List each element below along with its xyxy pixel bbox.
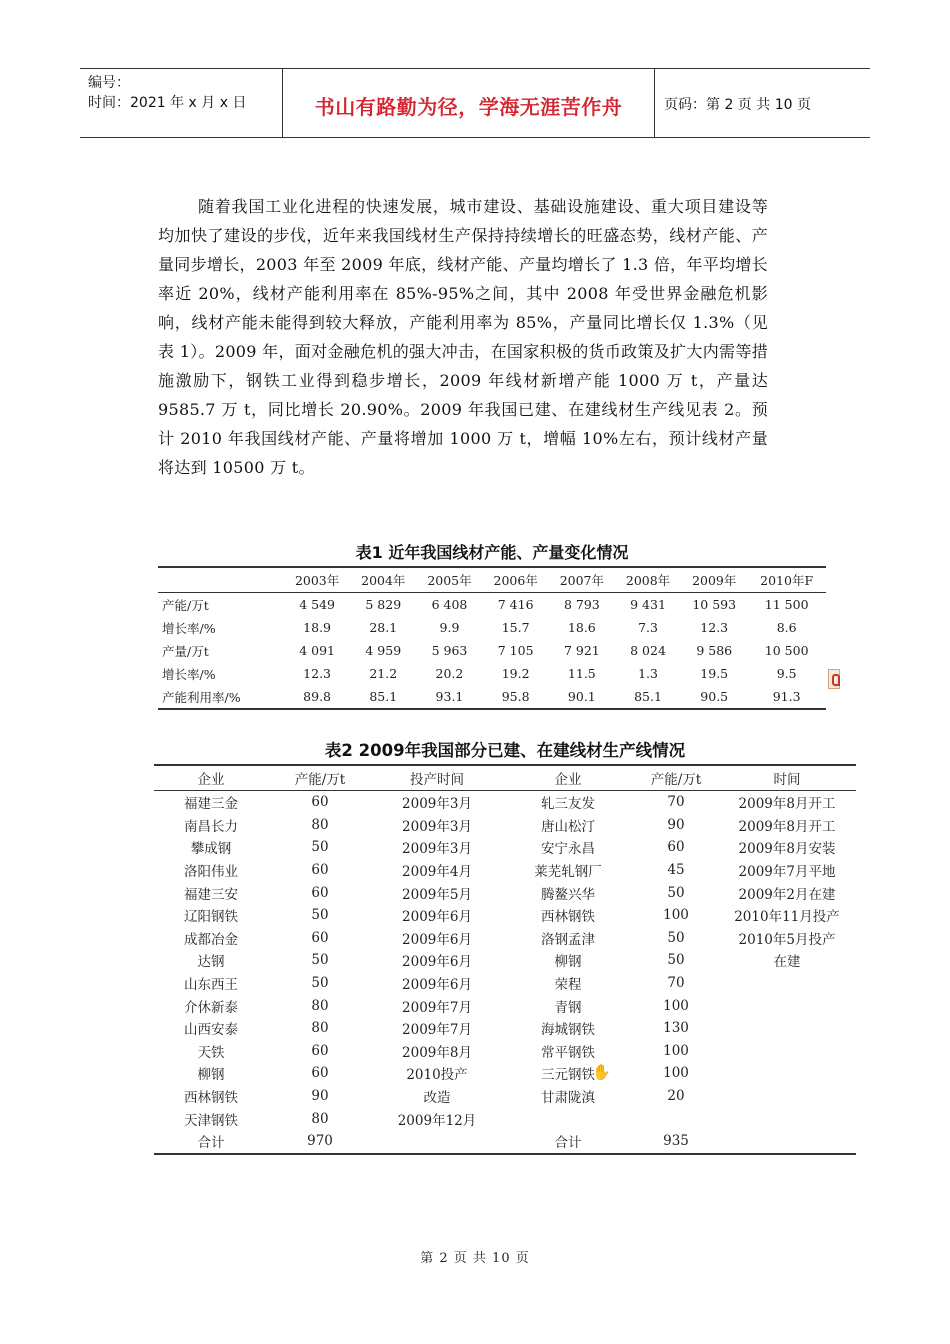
table1-cell: 8 024 — [630, 643, 666, 658]
table1-cell: 7 921 — [563, 643, 600, 658]
table2-cell — [718, 1062, 856, 1085]
table1-cell: 21.2 — [369, 666, 398, 681]
table1-cell: 9 431 — [630, 597, 666, 612]
header-page-label: 页码：第 2 页 共 10 页 — [664, 97, 811, 113]
table2-column-header: 投产时间 — [372, 765, 502, 791]
table2-row — [154, 1040, 856, 1063]
table1-row — [158, 593, 826, 617]
table1 — [158, 566, 826, 710]
table2-cell: 20 — [667, 1088, 685, 1105]
table1-row-label: 增长率/% — [162, 666, 216, 682]
table2-cell: 2009年3月 — [402, 796, 472, 813]
table2-cell: 常平钢铁 — [541, 1044, 595, 1061]
table2-cell: 2009年5月 — [402, 886, 472, 903]
table1-cell: 85.1 — [615, 685, 681, 709]
table2-cell: 天铁 — [197, 1044, 225, 1061]
table2-cell: 50 — [311, 975, 329, 992]
table2-cell: 改造 — [423, 1090, 451, 1107]
table2-row — [154, 904, 856, 927]
table1-cell: 1.3 — [638, 666, 658, 681]
table2-total-cell: 合计 — [154, 1130, 268, 1154]
table2-cell: 山西安泰 — [184, 1022, 238, 1039]
table1-year-header: 2007年 — [549, 567, 615, 593]
table2-total-cell: 合计 — [502, 1130, 634, 1154]
table2-cell: 2009年6月 — [402, 931, 472, 948]
table2-row — [154, 1107, 856, 1130]
table1-cell: 12.3 — [700, 620, 729, 635]
table2-cell — [718, 1085, 856, 1108]
table2-cell: 60 — [311, 1042, 329, 1059]
table2-cell: 80 — [311, 1020, 329, 1037]
table2-cell — [718, 1017, 856, 1040]
body-paragraph: 随着我国工业化进程的快速发展，城市建设、基础设施建设、重大项目建设等均加快了建设的步伐，近年来我国线材生产保持持续增长的旺盛态势，线材产能、产量同步增长，2003 年至 2009 年底，线材产能、产量均增长了 1.3 倍，年平均增长率近 20%，线材产能利用率在 85%-95%之间，其中 2008 年受世界金融危机影响，线材产能未能得到较大释放，产能利用率为 85%，产量同比增长仅 1.3%（见表 1）。2009 年，面对金融危机的强大冲击，在国家积极的货币政策及扩大内需等措施激励下，钢铁工业得到稳步增长，2009 年线材新增产能 1000 万 t，产量达 9585.7 万 t，同比增长 20.90%。2009 年我国已建、在建线材生产线见表 2。预计 2010 年我国线材产能、产量将增加 1000 万 t，增幅 10%左右，预计线材产量将达到 10500 万 t。 — [158, 197, 768, 477]
table2-cell: 60 — [311, 884, 329, 901]
table1-cell: 4 959 — [365, 643, 402, 658]
table1-year-header: 2010年F — [747, 567, 826, 593]
table1-cell: 18.9 — [303, 620, 332, 635]
table2-cell: 2010年5月投产 — [738, 931, 836, 948]
table2-cell: 80 — [311, 1110, 329, 1127]
table1-cell: 7 105 — [497, 643, 534, 658]
table2-column-header: 企业 — [502, 765, 634, 791]
table1-cell: 90.1 — [549, 685, 615, 709]
table1-row-label: 产量/万t — [162, 643, 209, 659]
table2-cell: 130 — [663, 1020, 689, 1037]
table2-caption: 表2 2009年我国部分已建、在建线材生产线情况 — [324, 741, 686, 760]
table2-cell: 60 — [311, 862, 329, 879]
table2-column-header: 企业 — [154, 765, 268, 791]
table2-cell: 2009年6月 — [402, 954, 472, 971]
table1-cell: 85.1 — [350, 685, 416, 709]
document-number-label: 编号： — [88, 75, 130, 91]
table2-cell: 90 — [667, 816, 685, 833]
table2-cell: 在建 — [773, 954, 801, 971]
table2-cell: 2009年2月在建 — [738, 886, 836, 903]
table2-cell: 2009年3月 — [402, 818, 472, 835]
table2-cell — [718, 972, 856, 995]
table2-cell: 莱芜轧钢厂 — [534, 864, 602, 881]
table2-row — [154, 1017, 856, 1040]
table2-cell: 2010投产 — [406, 1067, 468, 1084]
table2-cell: 45 — [667, 862, 685, 879]
page-header — [80, 68, 870, 138]
table2-cell: 2009年8月开工 — [738, 796, 836, 813]
table2-cell: 福建三金 — [184, 796, 238, 813]
table2-cell: 唐山松汀 — [541, 818, 595, 835]
table2-cell: 50 — [311, 907, 329, 924]
table2-cell — [502, 1107, 634, 1130]
table1-cell: 95.8 — [483, 685, 549, 709]
table2-cell: 柳钢 — [554, 954, 582, 971]
header-motto: 书山有路勤为径，学海无涯苦作舟 — [314, 95, 623, 119]
table2-cell: 2009年4月 — [402, 864, 472, 881]
table2-cell: 荣程 — [554, 977, 582, 994]
table2 — [154, 764, 856, 1155]
table1-row — [158, 639, 826, 662]
table1-cell: 9 586 — [696, 643, 733, 658]
table2-row — [154, 881, 856, 904]
table2-cell: 2009年8月开工 — [738, 818, 836, 835]
table2-cell: 50 — [667, 952, 685, 969]
table2-cell: 90 — [311, 1088, 329, 1105]
table1-cell: 6 408 — [431, 597, 468, 612]
table1-year-header: 2003年 — [284, 567, 350, 593]
table1-cell: 10 593 — [692, 597, 737, 612]
table2-cell: 海城钢铁 — [541, 1022, 595, 1039]
table2-cell: 100 — [663, 1042, 689, 1059]
table2-cell: 山东西王 — [184, 977, 238, 994]
table1-cell: 11 500 — [764, 597, 809, 612]
table2-cell: 攀成钢 — [190, 841, 232, 858]
table1-row-label: 产能/万t — [162, 597, 209, 613]
table1-year-header: 2009年 — [681, 567, 747, 593]
table2-cell: 50 — [667, 929, 685, 946]
table1-row-label: 产能利用率/% — [158, 685, 284, 709]
table1-cell: 5 963 — [431, 643, 468, 658]
table2-row — [154, 927, 856, 950]
table2-cell: 2009年8月 — [402, 1044, 472, 1061]
table2-cell — [634, 1107, 718, 1130]
table2-cell: 100 — [663, 1065, 689, 1082]
table2-cell: 2010年11月投产 — [734, 909, 840, 926]
table1-cell: 18.6 — [567, 620, 596, 635]
table2-cell: 介休新泰 — [184, 999, 238, 1016]
table1-row — [158, 616, 826, 639]
table2-cell: 洛钢孟津 — [541, 931, 595, 948]
table2-cell: 100 — [663, 907, 689, 924]
table2-total-row — [154, 1130, 856, 1154]
table1-row — [158, 662, 826, 685]
document-time-label: 时间：2021 年 x 月 x 日 — [88, 95, 247, 111]
table2-cell: 洛阳伟业 — [184, 864, 238, 881]
table2-cell: 70 — [667, 794, 685, 811]
table2-cell — [718, 1040, 856, 1063]
table1-year-header: 2004年 — [350, 567, 416, 593]
table2-cell: 安宁永昌 — [541, 841, 595, 858]
table2-row — [154, 1085, 856, 1108]
table2-row — [154, 1062, 856, 1085]
table2-cell: 2009年7月平地 — [738, 864, 836, 881]
table2-total-cell: 970 — [268, 1130, 372, 1154]
page-footer: 第 2 页 共 10 页 — [420, 1251, 530, 1266]
table2-cell: 福建三安 — [184, 886, 238, 903]
table1-year-header: 2005年 — [416, 567, 482, 593]
table2-cell: 2009年6月 — [402, 977, 472, 994]
table1-cell: 9.5 — [776, 666, 797, 681]
table1-header-row — [158, 567, 826, 593]
header-meta — [88, 73, 246, 113]
table1-header-corner — [158, 567, 284, 593]
table2-cell: 80 — [311, 997, 329, 1014]
table2-row — [154, 836, 856, 859]
table1-row — [158, 685, 826, 709]
table2-cell: 成都冶金 — [184, 931, 238, 948]
table2-row — [154, 791, 856, 814]
table2-total-cell — [718, 1130, 856, 1154]
table2-row — [154, 814, 856, 837]
flag-mark-icon — [828, 669, 840, 689]
table1-cell: 5 829 — [365, 597, 402, 612]
table1-cell: 4 091 — [299, 643, 335, 658]
table2-cell: 三元钢铁 — [541, 1067, 595, 1084]
table1-cell: 89.8 — [284, 685, 350, 709]
table1-cell: 90.5 — [681, 685, 747, 709]
table1-year-header: 2008年 — [615, 567, 681, 593]
table1-cell: 20.2 — [435, 666, 464, 681]
table2-cell: 2009年7月 — [402, 999, 472, 1016]
table1-cell: 8.6 — [776, 620, 797, 635]
table2-cell: 60 — [667, 839, 685, 856]
table1-cell: 91.3 — [747, 685, 826, 709]
header-divider — [654, 69, 655, 137]
table2-cell: 西林钢铁 — [184, 1090, 238, 1107]
table2-cell: 50 — [667, 884, 685, 901]
table2-cell: 甘肃陇滇 — [541, 1090, 595, 1107]
table2-cell: 辽阳钢铁 — [184, 909, 238, 926]
table1-cell: 7.3 — [638, 620, 658, 635]
table2-cell: 50 — [311, 952, 329, 969]
table2-cell: 2009年3月 — [402, 841, 472, 858]
table2-cell: 青钢 — [554, 999, 582, 1016]
table1-cell: 9.9 — [439, 620, 460, 635]
table1-cell: 8 793 — [563, 597, 600, 612]
table2-column-header: 产能/万t — [268, 765, 372, 791]
table2-cell: 80 — [311, 816, 329, 833]
table2-cell: 2009年6月 — [402, 909, 472, 926]
table2-row — [154, 972, 856, 995]
table2-cell: 50 — [311, 839, 329, 856]
table2-cell: 60 — [311, 929, 329, 946]
table2-cell: 天津钢铁 — [184, 1112, 238, 1129]
table2-cell: 南昌长力 — [184, 818, 238, 835]
table2-total-cell — [372, 1130, 502, 1154]
hand-cursor-icon: ✋ — [592, 1063, 611, 1081]
table2-cell: 西林钢铁 — [541, 909, 595, 926]
table2-row — [154, 949, 856, 972]
table2-cell: 2009年8月安装 — [738, 841, 836, 858]
table2-cell: 60 — [311, 1065, 329, 1082]
table1-cell: 12.3 — [303, 666, 332, 681]
table1-cell: 28.1 — [369, 620, 398, 635]
table2-cell — [718, 994, 856, 1017]
table1-cell: 19.2 — [501, 666, 530, 681]
table2-cell: 70 — [667, 975, 685, 992]
table2-cell: 轧三友发 — [541, 796, 595, 813]
table1-cell: 4 549 — [299, 597, 335, 612]
table2-cell: 柳钢 — [197, 1067, 225, 1084]
table1-caption: 表1 近年我国线材产能、产量变化情况 — [355, 543, 629, 562]
table2-column-header: 时间 — [718, 765, 856, 791]
table1-cell: 19.5 — [700, 666, 729, 681]
table1-cell: 15.7 — [501, 620, 530, 635]
table2-header-row — [154, 765, 856, 791]
table1-cell: 93.1 — [416, 685, 482, 709]
table2-column-header: 产能/万t — [634, 765, 718, 791]
table2-cell: 达钢 — [197, 954, 225, 971]
table1-cell: 7 416 — [497, 597, 534, 612]
table2-cell: 2009年7月 — [402, 1022, 472, 1039]
table1-cell: 10 500 — [764, 643, 809, 658]
table2-total-cell: 935 — [634, 1130, 718, 1154]
table2-cell: 腾鳌兴华 — [541, 886, 595, 903]
table2-row — [154, 859, 856, 882]
table2-cell: 100 — [663, 997, 689, 1014]
table1-row-label: 增长率/% — [162, 620, 216, 636]
table1-year-header: 2006年 — [483, 567, 549, 593]
table1-cell: 11.5 — [567, 666, 596, 681]
table2-cell: 60 — [311, 794, 329, 811]
table2-cell: 2009年12月 — [397, 1112, 477, 1129]
table2-cell — [718, 1107, 856, 1130]
table2-row — [154, 994, 856, 1017]
